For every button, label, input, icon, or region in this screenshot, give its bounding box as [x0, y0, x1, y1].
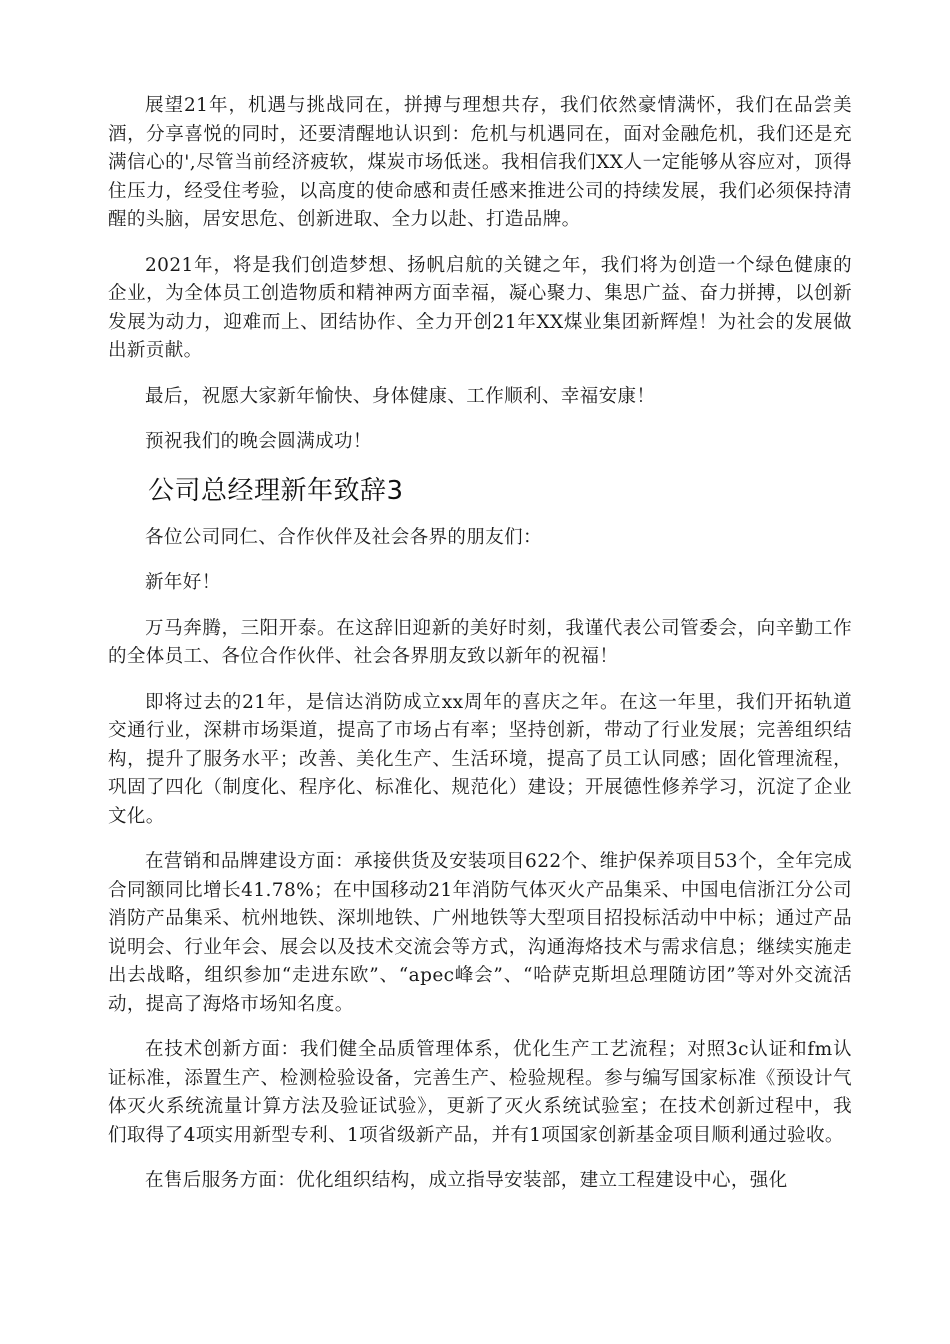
- paragraph-greeting: 新年好！: [145, 572, 221, 593]
- paragraph-outlook-21: 展望21年，机遇与挑战同在，拼搏与理想共存，我们依然豪情满怀，我们在品尝美酒，分享喜悦的同时，还要清醒地认识到：危机与机遇同在，面对金融危机，我们还是充满信心的',尽管当前经济疲软，煤炭市场低迷。我相信我们XX人一定能够从容应对，顶得住压力，经受住考验，以高度的使命感和责任感来推进公司的持续发展，我们必须保持清醒的头脑，居安思危、创新进取、全力以赴、打造品牌。: [108, 95, 852, 230]
- paragraph-2021-plan: 2021年，将是我们创造梦想、扬帆启航的关键之年，我们将为创造一个绿色健康的企业，为全体员工创造物质和精神两方面幸福，凝心聚力、集思广益、奋力拼搏，以创新发展为动力，迎难而上、团结协作、全力开创21年XX煤业集团新辉煌！为社会的发展做出新贡献。: [108, 254, 852, 361]
- section-heading: 公司总经理新年致辞3: [148, 475, 404, 506]
- paragraph-salutation: 各位公司同仁、合作伙伴及社会各界的朋友们：: [145, 526, 542, 548]
- document-body: [108, 92, 852, 1213]
- paragraph-year-review: 即将过去的21年，是信达消防成立xx周年的喜庆之年。在这一年里，我们开拓轨道交通行业，深耕市场渠道，提高了市场占有率；坚持创新，带动了行业发展；完善组织结构，提升了服务水平；改善、美化生产、生活环境，提高了员工认同感；固化管理流程，巩固了四化（制度化、程序化、标准化、规范化）建设；开展德性修养学习，沉淀了企业文化。: [108, 691, 852, 827]
- paragraph-new-year-wishes: 万马奔腾，三阳开泰。在这辞旧迎新的美好时刻，我谨代表公司管委会，向辛勤工作的全体员工、各位合作伙伴、社会各界朋友致以新年的祝福！: [108, 617, 852, 667]
- paragraph-tech-innovation: 在技术创新方面：我们健全品质管理体系，优化生产工艺流程；对照3c认证和fm认证标准，添置生产、检测检验设备，完善生产、检验规程。参与编写国家标准《预设计气体灭火系统流量计算方法及验证试验》，更新了灭火系统试验室；在技术创新过程中，我们取得了4项实用新型专利、1项省级新产品，并有1项国家创新基金项目顺利通过验收。: [108, 1039, 852, 1146]
- paragraph-gala-success: 预祝我们的晚会圆满成功！: [145, 431, 372, 452]
- paragraph-after-sales: 在售后服务方面：优化组织结构，成立指导安装部，建立工程建设中心，强化: [145, 1170, 788, 1191]
- paragraph-marketing: 在营销和品牌建设方面：承接供货及安装项目622个、维护保养项目53个，全年完成合同额同比增长41.78%；在中国移动21年消防气体灭火产品集采、中国电信浙江分公司消防产品集采、杭州地铁、深圳地铁、广州地铁等大型项目招投标活动中中标；通过产品说明会、行业年会、展会以及技术交流会等方式，沟通海烙技术与需求信息；继续实施走出去战略，组织参加“走进东欧”、“apec峰会”、“哈萨克斯坦总理随访团”等对外交流活动，提高了海烙市场知名度。: [108, 851, 852, 1015]
- paragraph-wishes: 最后，祝愿大家新年愉快、身体健康、工作顺利、幸福安康！: [145, 385, 656, 407]
